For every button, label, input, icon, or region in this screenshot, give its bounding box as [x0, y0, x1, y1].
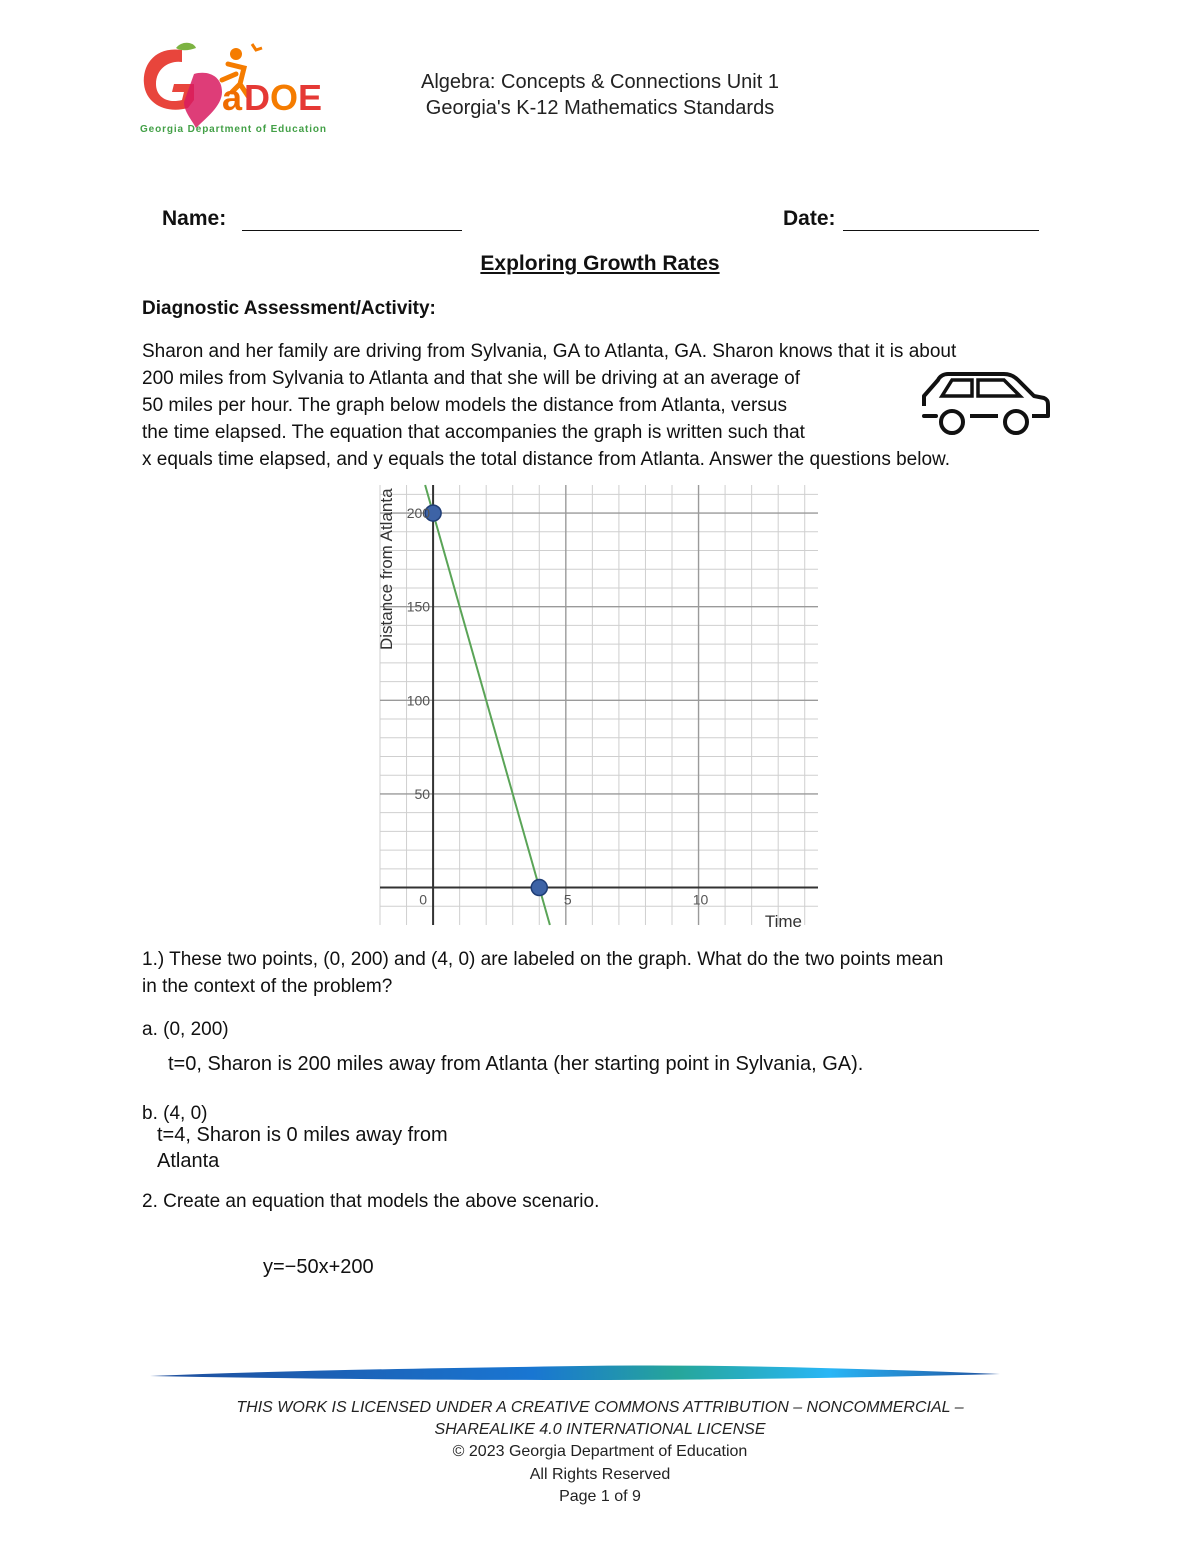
- part-a-label: a. (0, 200): [142, 1019, 229, 1040]
- svg-text:D: D: [244, 77, 270, 118]
- y-axis-label: Distance from Atlanta: [377, 488, 396, 651]
- question-1-text: in the context of the problem?: [142, 976, 393, 997]
- footer-divider: [150, 1362, 1000, 1384]
- page-number: Page 1 of 9: [559, 1488, 641, 1505]
- y-tick-label: 100: [406, 692, 431, 709]
- license-text: SHAREALIKE 4.0 INTERNATIONAL LICENSE: [434, 1421, 766, 1438]
- x-tick-label: 10: [692, 891, 709, 908]
- intro-line: Sharon and her family are driving from Sylvania, GA to Atlanta, GA. Sharon knows that it is about: [142, 341, 957, 362]
- data-point: [531, 880, 547, 896]
- car-icon: [918, 366, 1052, 436]
- license-text: THIS WORK IS LICENSED UNDER A CREATIVE COMMONS ATTRIBUTION – NONCOMMERCIAL –: [236, 1399, 964, 1416]
- intro-line: 50 miles per hour. The graph below models the distance from Atlanta, versus: [142, 395, 787, 416]
- question-2-text: 2. Create an equation that models the above scenario.: [142, 1191, 600, 1212]
- part-a-answer: t=0, Sharon is 200 miles away from Atlanta (her starting point in Sylvania, GA).: [168, 1053, 864, 1075]
- x-tick-label: 5: [563, 891, 572, 908]
- date-label: Date:: [783, 207, 836, 230]
- section-subtitle: Diagnostic Assessment/Activity:: [142, 298, 436, 319]
- course-title: Algebra: Concepts & Connections Unit 1: [421, 71, 779, 93]
- intro-line: 200 miles from Sylvania to Atlanta and that she will be driving at an average of: [142, 368, 800, 389]
- svg-text:a: a: [222, 77, 243, 118]
- y-tick-label: 50: [414, 785, 431, 802]
- copyright: © 2023 Georgia Department of Education: [452, 1443, 748, 1460]
- name-label: Name:: [162, 207, 227, 230]
- name-field[interactable]: [242, 230, 462, 231]
- part-b-label: b. (4, 0): [142, 1103, 208, 1124]
- question-2-answer: y=−50x+200: [263, 1256, 374, 1278]
- distance-time-chart: [370, 480, 830, 930]
- rights-reserved: All Rights Reserved: [529, 1466, 671, 1483]
- gadoe-logo: [136, 40, 332, 140]
- svg-text:O: O: [270, 77, 299, 118]
- question-1-text: 1.) These two points, (0, 200) and (4, 0) are labeled on the graph. What do the two points mean: [142, 949, 944, 970]
- intro-line: the time elapsed. The equation that accompanies the graph is written such that: [142, 422, 805, 443]
- x-axis-label: Time: [764, 912, 802, 930]
- y-tick-label: 150: [406, 598, 431, 615]
- y-tick-label: 200: [406, 505, 431, 522]
- x-tick-label: 0: [419, 891, 427, 908]
- page-title: Exploring Growth Rates: [480, 252, 720, 275]
- standards-title: Georgia's K-12 Mathematics Standards: [425, 97, 775, 119]
- part-b-answer: t=4, Sharon is 0 miles away from: [157, 1124, 448, 1146]
- svg-text:E: E: [298, 77, 323, 118]
- intro-line: x equals time elapsed, and y equals the total distance from Atlanta. Answer the questions below.: [142, 449, 950, 470]
- svg-text:Georgia Department of Educatio: Georgia Department of Education: [140, 124, 326, 135]
- part-b-answer: Atlanta: [157, 1150, 220, 1172]
- date-field[interactable]: [843, 230, 1039, 231]
